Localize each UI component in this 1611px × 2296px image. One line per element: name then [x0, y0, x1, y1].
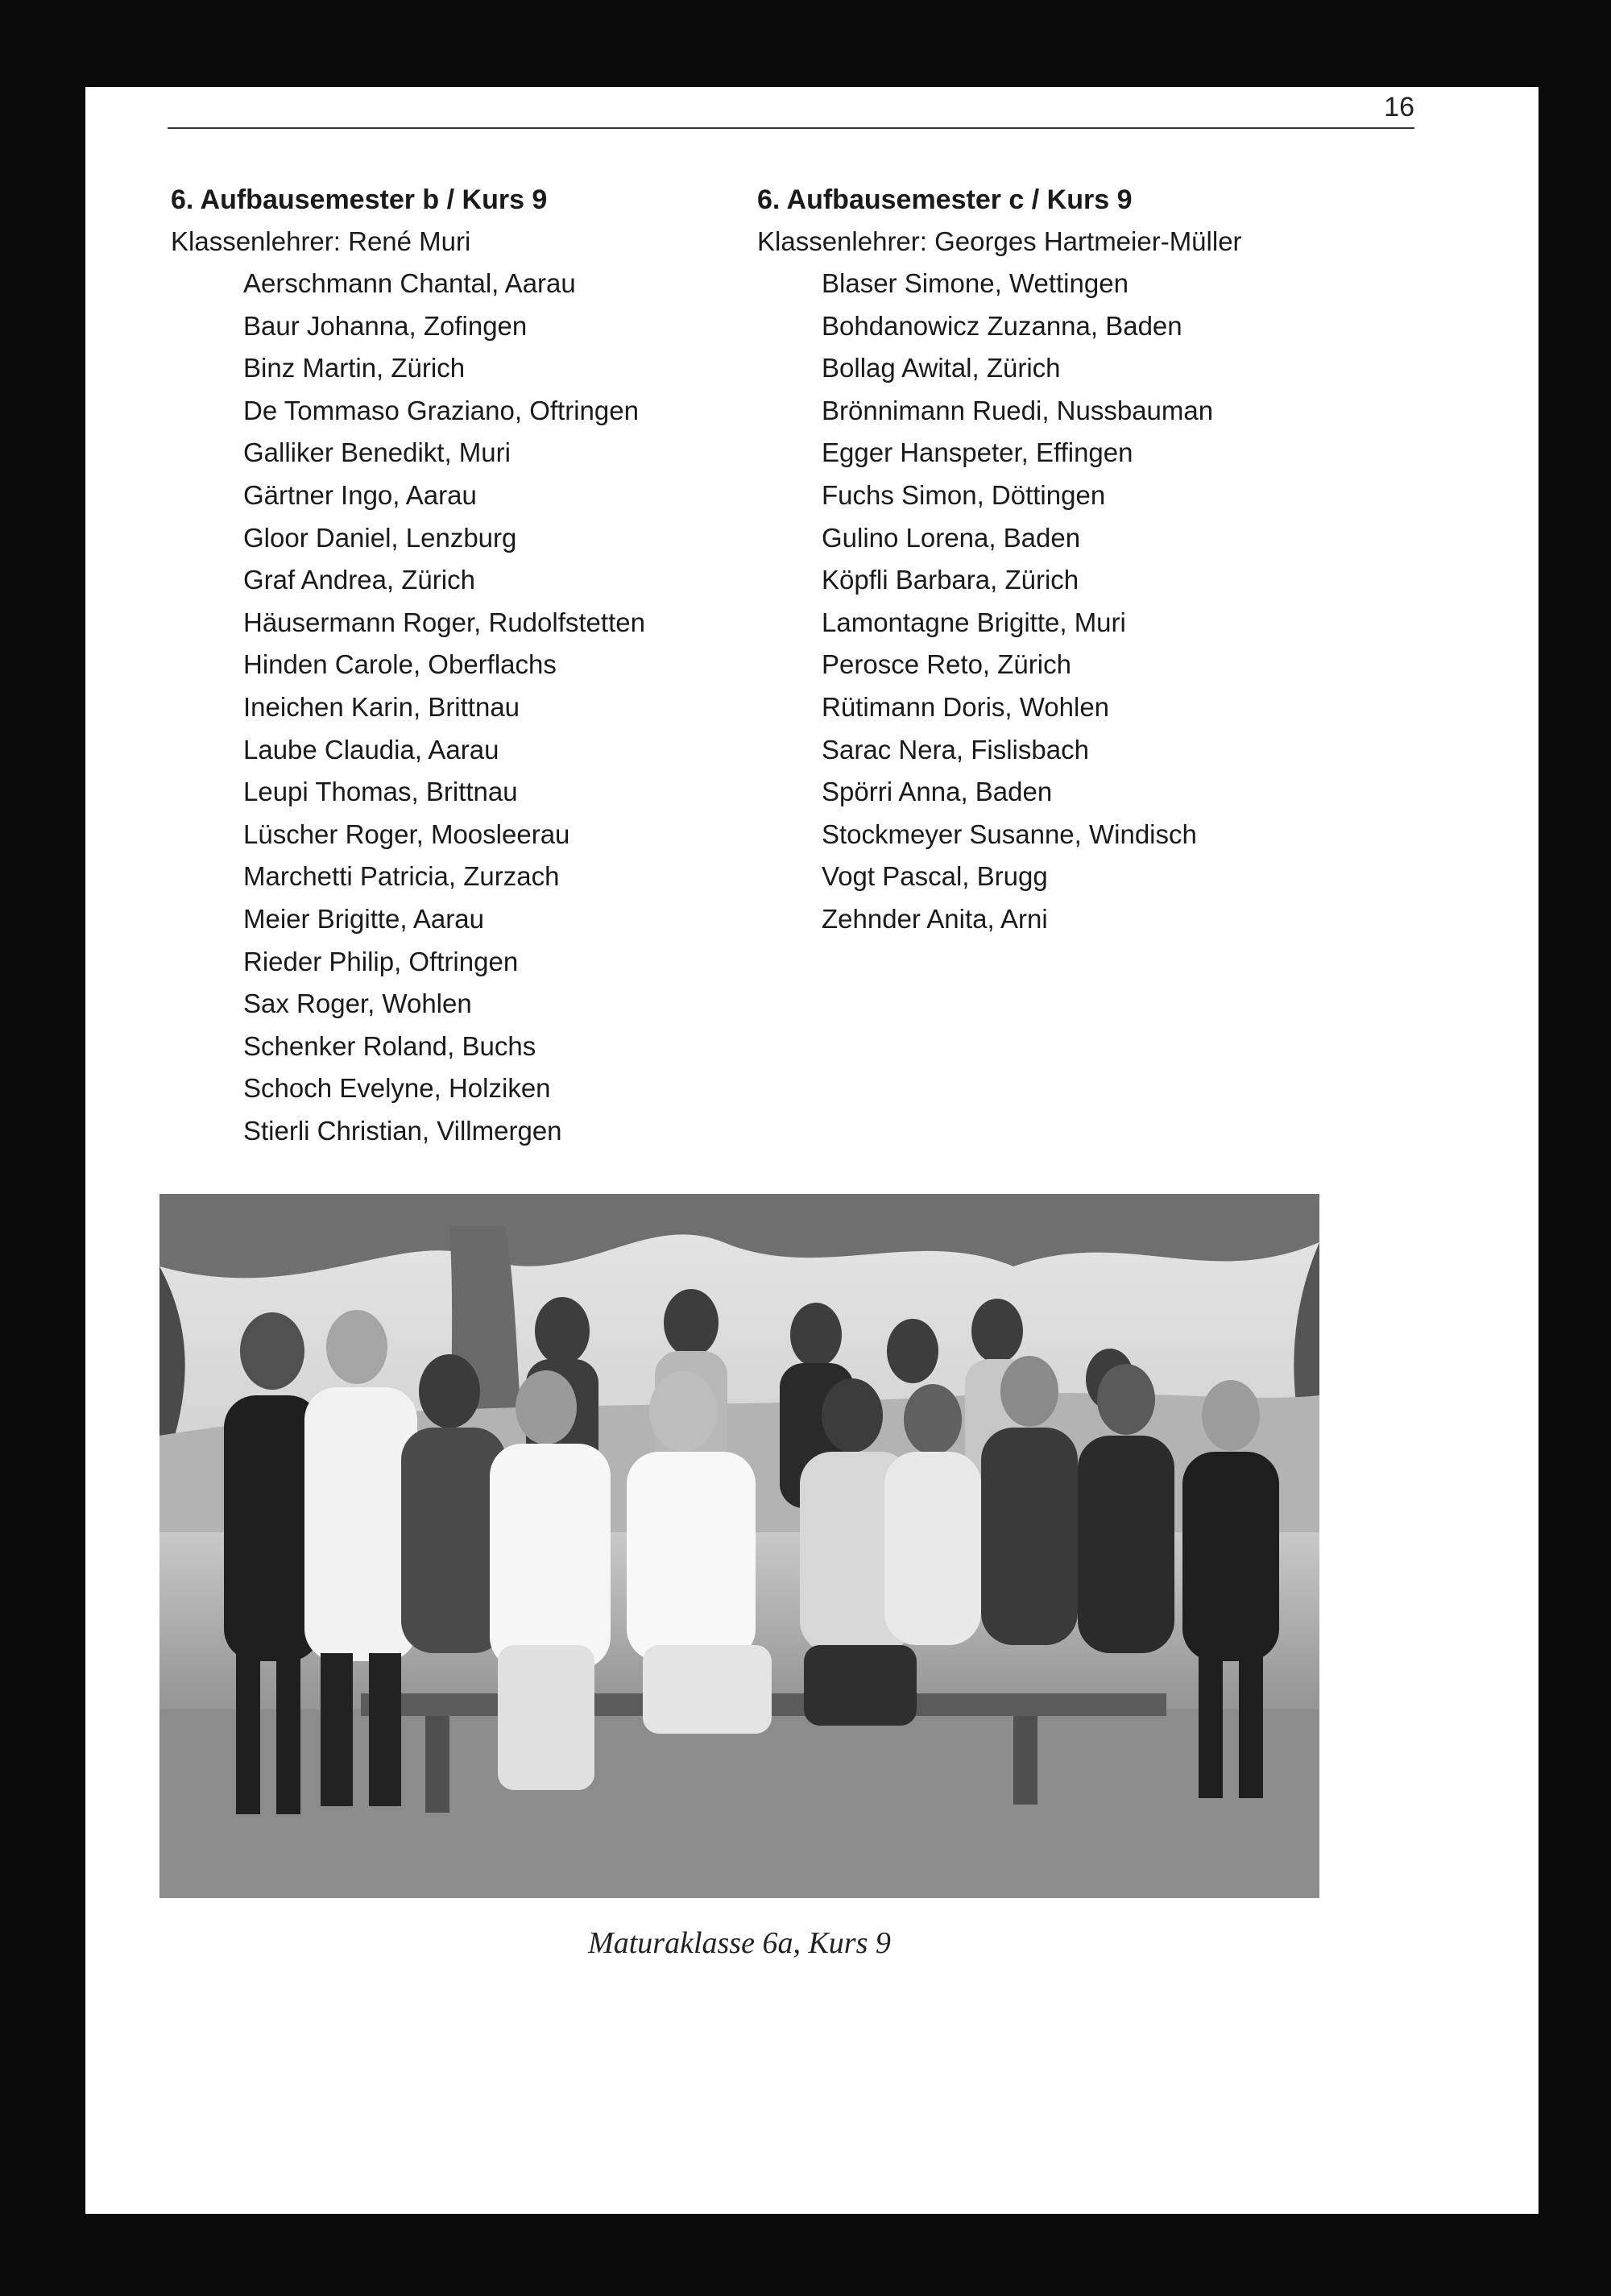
class-list-c: [757, 179, 1418, 941]
student-entry: Stockmeyer Susanne, Windisch: [822, 819, 1197, 849]
student-entry: Brönnimann Ruedi, Nussbauman: [822, 395, 1214, 425]
student-entry: Lamontagne Brigitte, Muri: [822, 607, 1126, 637]
header-rule: [168, 127, 1414, 129]
student-entry: Binz Martin, Zürich: [243, 353, 466, 383]
student-entry: Laube Claudia, Aarau: [243, 734, 499, 765]
student-entry: De Tommaso Graziano, Oftringen: [243, 395, 639, 425]
student-entry: Gloor Daniel, Lenzburg: [243, 522, 517, 553]
student-entry: Lüscher Roger, Moosleerau: [243, 819, 570, 849]
student-entry: Aerschmann Chantal, Aarau: [243, 268, 576, 298]
page-number: 16: [1384, 92, 1414, 122]
class-b-heading: 6. Aufbausemester b / Kurs 9: [171, 184, 548, 215]
student-entry: Bohdanowicz Zuzanna, Baden: [822, 310, 1182, 341]
student-entry: Blaser Simone, Wettingen: [822, 268, 1129, 298]
student-entry: Ineichen Karin, Brittnau: [243, 691, 520, 722]
student-entry: Bollag Awital, Zürich: [822, 353, 1061, 383]
class-c-students: [757, 263, 1418, 941]
student-entry: Graf Andrea, Zürich: [243, 565, 475, 595]
student-entry: Vogt Pascal, Brugg: [822, 861, 1048, 892]
student-entry: Schenker Roland, Buchs: [243, 1030, 536, 1061]
student-entry: Meier Brigitte, Aarau: [243, 903, 484, 934]
student-entry: Köpfli Barbara, Zürich: [822, 565, 1079, 595]
class-b-teacher: Klassenlehrer: René Muri: [171, 226, 471, 256]
student-entry: Zehnder Anita, Arni: [822, 903, 1048, 934]
student-entry: Stierli Christian, Villmergen: [243, 1115, 562, 1146]
student-entry: Sarac Nera, Fislisbach: [822, 734, 1089, 765]
student-entry: Gärtner Ingo, Aarau: [243, 479, 477, 510]
class-c-heading: 6. Aufbausemester c / Kurs 9: [757, 184, 1133, 215]
student-entry: Leupi Thomas, Brittnau: [243, 777, 518, 807]
group-photo-illustration: [159, 1194, 1319, 1898]
student-entry: Egger Hanspeter, Effingen: [822, 437, 1133, 468]
student-entry: Fuchs Simon, Döttingen: [822, 479, 1106, 510]
student-entry: Rütimann Doris, Wohlen: [822, 691, 1110, 722]
photo-caption: Maturaklasse 6a, Kurs 9: [588, 1926, 891, 1960]
student-entry: Baur Johanna, Zofingen: [243, 310, 528, 341]
student-entry: Marchetti Patricia, Zurzach: [243, 861, 560, 892]
student-entry: Sax Roger, Wohlen: [243, 988, 472, 1019]
student-entry: Schoch Evelyne, Holziken: [243, 1073, 551, 1104]
student-entry: Galliker Benedikt, Muri: [243, 437, 511, 468]
student-entry: Hinden Carole, Oberflachs: [243, 649, 557, 680]
class-b-students: [171, 263, 751, 1152]
class-c-teacher: Klassenlehrer: Georges Hartmeier-Müller: [757, 226, 1242, 256]
student-entry: Häusermann Roger, Rudolfstetten: [243, 607, 645, 637]
student-entry: Rieder Philip, Oftringen: [243, 946, 519, 976]
class-group-photo: [159, 1194, 1319, 1898]
student-entry: Spörri Anna, Baden: [822, 777, 1053, 807]
student-entry: Gulino Lorena, Baden: [822, 522, 1081, 553]
student-entry: Perosce Reto, Zürich: [822, 649, 1071, 680]
class-list-b: [171, 179, 751, 1152]
